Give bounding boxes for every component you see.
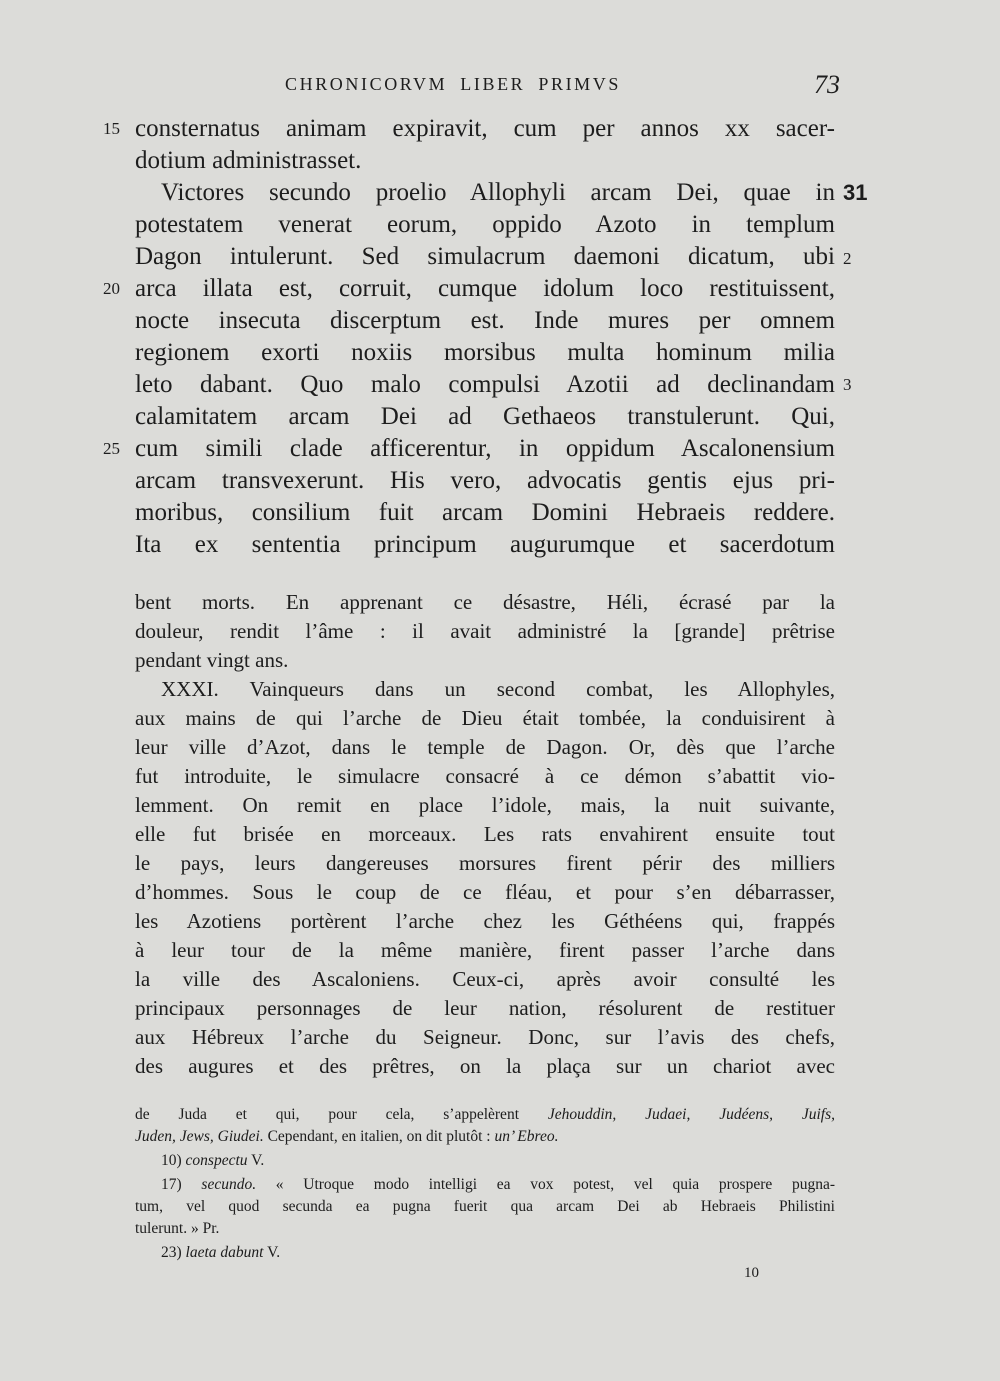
line-number: 20 bbox=[103, 279, 120, 298]
footnote-line: 10) conspectu V. bbox=[161, 1152, 265, 1169]
verse-number: 3 bbox=[843, 375, 852, 394]
latin-line: 20 arca illata est, corruit, cumque idolum loco restituissent, bbox=[135, 273, 835, 305]
footnote-line: tum, vel quod secunda ea pugna fuerit qua arcam Dei ab Hebraeis Philistini bbox=[135, 1198, 835, 1215]
french-line: des augures et des prêtres, on la plaça sur un chariot avec bbox=[135, 1054, 835, 1078]
line-number: 15 bbox=[103, 119, 120, 138]
french-line: à leur tour de la même manière, firent passer l’arche dans bbox=[135, 938, 835, 962]
french-line: d’hommes. Sous le coup de ce fléau, et pour s’en débarrasser, bbox=[135, 880, 835, 904]
french-line: principaux personnages de leur nation, résolurent de restituer bbox=[135, 996, 835, 1020]
running-header bbox=[285, 70, 840, 104]
verse-number: 2 bbox=[843, 249, 852, 268]
latin-line: 15 consternatus animam expiravit, cum per annos xx sacer- bbox=[135, 113, 835, 145]
french-line: douleur, rendit l’âme : il avait administré la [grande] prêtrise bbox=[135, 619, 835, 643]
footnote-line: 23) laeta dabunt V. bbox=[161, 1244, 281, 1261]
latin-line: moribus, consilium fuit arcam Domini Hebraeis reddere. bbox=[135, 499, 835, 526]
latin-line: dotium administrasset. bbox=[135, 147, 362, 174]
french-line: aux mains de qui l’arche de Dieu était tombée, la conduisirent à bbox=[135, 706, 835, 730]
french-line: fut introduite, le simulacre consacré à ce démon s’abattit vio- bbox=[135, 764, 835, 788]
french-line: elle fut brisée en morceaux. Les rats envahirent ensuite tout bbox=[135, 822, 835, 846]
french-line: le pays, leurs dangereuses morsures firent périr des milliers bbox=[135, 851, 835, 875]
french-line: bent morts. En apprenant ce désastre, Héli, écrasé par la bbox=[135, 590, 835, 614]
french-line: aux Hébreux l’arche du Seigneur. Donc, sur l’avis des chefs, bbox=[135, 1025, 835, 1049]
latin-line: calamitatem arcam Dei ad Gethaeos transtulerunt. Qui, bbox=[135, 403, 835, 430]
french-line: pendant vingt ans. bbox=[135, 648, 289, 672]
footnote-line: 17) secundo. « Utroque modo intelligi ea vox potest, vel quia prospere pugna- bbox=[161, 1176, 836, 1193]
chapter-number: 31 bbox=[843, 180, 868, 205]
page-number: 73 bbox=[814, 70, 840, 99]
signature-mark: 10 bbox=[744, 1265, 759, 1281]
french-line: les Azotiens portèrent l’arche chez les Géthéens qui, frappés bbox=[135, 909, 835, 933]
french-line: XXXI. Vainqueurs dans un second combat, les Allophyles, bbox=[161, 677, 835, 701]
footnote-line: de Juda et qui, pour cela, s’appelèrent Jehouddin, Judaei, Judéens, Juifs, bbox=[135, 1106, 835, 1123]
latin-line: Dagon intulerunt. Sed simulacrum daemoni dicatum, ubi 2 bbox=[135, 241, 835, 273]
latin-line: leto dabant. Quo malo compulsi Azotii ad declinandam 3 bbox=[135, 369, 835, 401]
french-line: leur ville d’Azot, dans le temple de Dagon. Or, dès que l’arche bbox=[135, 735, 835, 759]
french-line: lemment. On remit en place l’idole, mais, la nuit suivante, bbox=[135, 793, 835, 817]
latin-line: nocte insecuta discerptum est. Inde mures per omnem bbox=[135, 307, 835, 334]
latin-line: Ita ex sententia principum augurumque et sacerdotum bbox=[135, 531, 835, 558]
french-line: la ville des Ascaloniens. Ceux-ci, après avoir consulté les bbox=[135, 967, 835, 991]
latin-line: arcam transvexerunt. His vero, advocatis gentis ejus pri- bbox=[135, 467, 835, 494]
footnote-line: Juden, Jews, Giudei. Cependant, en italien, on dit plutôt : un’ Ebreo. bbox=[135, 1128, 559, 1145]
line-number: 25 bbox=[103, 439, 120, 458]
running-title: CHRONICORVM LIBER PRIMVS bbox=[285, 74, 621, 94]
footnote-line: tulerunt. » Pr. bbox=[135, 1220, 220, 1237]
latin-line: potestatem venerat eorum, oppido Azoto in templum bbox=[135, 211, 835, 238]
latin-line: 25 cum simili clade afficerentur, in oppidum Ascalonensium bbox=[135, 433, 835, 465]
latin-line: Victores secundo proelio Allophyli arcam Dei, quae in 31 bbox=[161, 177, 835, 209]
latin-line: regionem exorti noxiis morsibus multa hominum milia bbox=[135, 339, 835, 366]
